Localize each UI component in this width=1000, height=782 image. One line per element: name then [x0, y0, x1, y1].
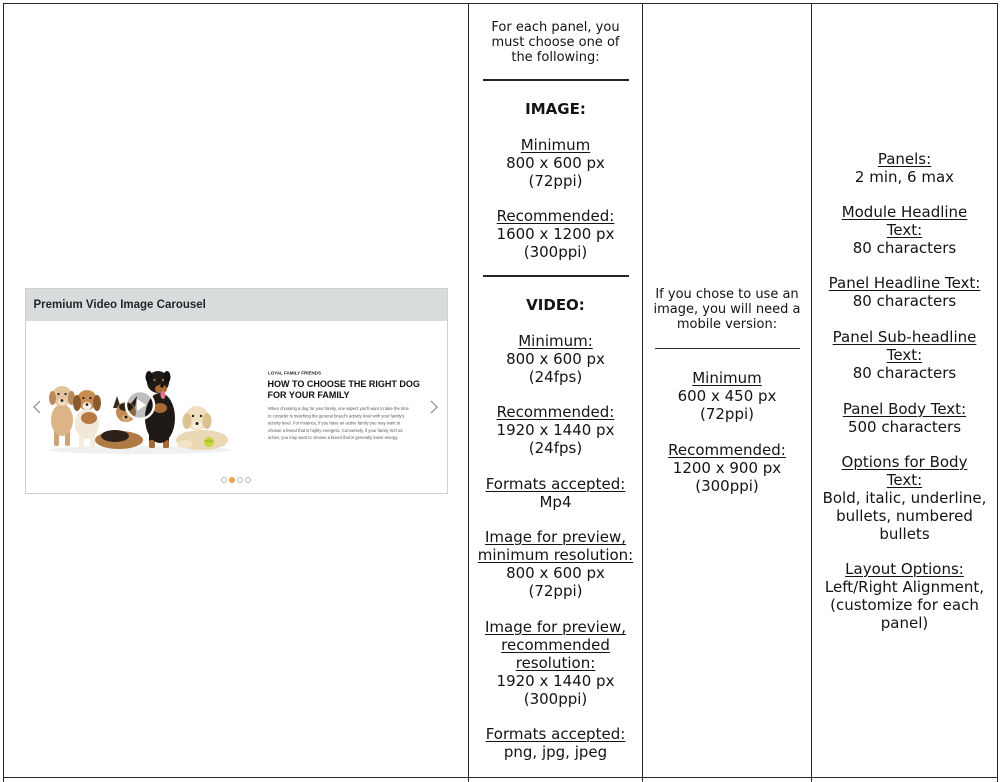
spec-size: 1200 x 900 px — [672, 458, 782, 477]
spec-detail: (300ppi) — [523, 242, 588, 261]
image-heading: IMAGE: — [525, 99, 586, 118]
carousel-dot[interactable] — [237, 477, 243, 483]
spec-label: Image for preview, — [484, 617, 627, 636]
image-recommended — [469, 207, 642, 261]
panel-headline-line: HOW TO CHOOSE THE RIGHT DOG — [267, 378, 420, 389]
intro-line: mobile version: — [676, 317, 778, 332]
spec-panel-subheadline — [812, 328, 997, 382]
carousel-pagination — [221, 477, 251, 483]
panel-body — [268, 405, 409, 441]
panel-body-line: choose a breed that is highly energetic. Conversely, if your family isn't as — [267, 427, 403, 433]
spec-value: 80 characters — [852, 363, 957, 382]
spec-label: Panel Sub-headline — [832, 327, 977, 346]
spec-label: Formats accepted: — [485, 474, 626, 493]
carousel-header — [26, 289, 447, 321]
intro-line: For each panel, you — [491, 19, 620, 35]
spec-value: 80 characters — [852, 238, 957, 257]
cell-module-preview — [3, 3, 469, 778]
panel-headline-line: FOR YOUR FAMILY — [267, 389, 350, 400]
carousel-dot[interactable] — [221, 477, 227, 483]
mobile-recommended — [643, 441, 811, 495]
spec-label: Recommended: — [496, 206, 615, 225]
spec-size: 1920 x 1440 px — [496, 420, 615, 439]
spec-detail: (24fps) — [528, 438, 583, 457]
spec-value: Left/Right Alignment, — [824, 577, 985, 596]
spec-label: resolution: — [515, 653, 596, 672]
mobile-minimum — [643, 369, 811, 423]
chevron-left-icon[interactable] — [33, 399, 41, 413]
spec-value: Bold, italic, underline, — [822, 488, 987, 507]
panel-kicker: LOYAL FAMILY FRIENDS — [267, 370, 321, 375]
spec-panel-headline — [812, 274, 997, 310]
next-row-cell — [3, 777, 469, 782]
panel-body-line: activity level. For instance, if you have an active family you may want to — [267, 420, 400, 426]
spec-label: recommended — [501, 635, 610, 654]
spec-size: 800 x 600 px — [506, 349, 605, 368]
divider — [483, 79, 629, 81]
cell-panel-media-requirements — [468, 3, 643, 778]
spec-label: Image for preview, — [484, 527, 627, 546]
spec-detail: (300ppi) — [695, 476, 759, 495]
spec-detail: (72ppi) — [528, 171, 583, 190]
spec-size: 600 x 450 px — [677, 386, 777, 405]
intro-line: If you chose to use an — [655, 287, 799, 302]
divider — [483, 275, 629, 277]
spec-value: png, jpg, jpeg — [503, 742, 608, 761]
spec-value: 80 characters — [852, 291, 957, 310]
spec-label: Panel Headline Text: — [828, 273, 981, 292]
carousel-preview — [25, 288, 448, 494]
spec-label: Panel Body Text: — [842, 399, 967, 418]
spec-label: Text: — [886, 470, 923, 489]
spec-detail: (72ppi) — [528, 581, 583, 600]
spec-size: 1920 x 1440 px — [496, 671, 615, 690]
carousel-dot[interactable] — [229, 477, 235, 483]
spec-detail: (300ppi) — [523, 689, 588, 708]
spec-label: Minimum — [692, 368, 762, 387]
panel-body-line: When choosing a dog for your family, one aspect you'll want to take the time — [267, 406, 409, 411]
spec-label: Formats accepted: — [485, 724, 626, 743]
intro-line: the following: — [511, 49, 600, 65]
video-minimum — [469, 332, 642, 386]
spec-value: panel) — [880, 613, 929, 632]
video-recommended — [469, 403, 642, 457]
spec-value: bullets — [879, 524, 930, 543]
next-row-cell — [642, 777, 812, 782]
spec-panels — [812, 150, 997, 186]
chevron-right-icon[interactable] — [430, 399, 438, 413]
cell-text-specs — [811, 3, 998, 778]
play-icon[interactable] — [124, 389, 156, 421]
spec-value: (customize for each — [830, 595, 979, 614]
spec-size: 1600 x 1200 px — [496, 224, 615, 243]
intro-line: image, you will need a — [653, 302, 801, 317]
spec-label: Module Headline — [841, 202, 968, 221]
spec-layout-options — [812, 560, 997, 632]
spec-value: Mp4 — [539, 492, 572, 511]
spec-label: Layout Options: — [845, 559, 964, 578]
spec-label: minimum resolution: — [477, 545, 634, 564]
panel-media-intro — [469, 20, 642, 65]
spec-size: 800 x 600 px — [506, 563, 605, 582]
next-row-cell — [811, 777, 998, 782]
spec-detail: (24fps) — [528, 367, 583, 386]
spec-panel-body — [812, 400, 997, 436]
image-minimum — [469, 136, 642, 190]
spec-label: Text: — [886, 220, 923, 239]
next-row-cell — [468, 777, 643, 782]
preview-formats — [469, 725, 642, 761]
spec-label: Recommended: — [496, 402, 615, 421]
panel-body-line: active, you may want to choose a breed that is generally lower energy. — [267, 435, 398, 441]
preview-minimum — [469, 528, 642, 600]
divider — [655, 348, 800, 350]
spec-label: Text: — [886, 345, 923, 364]
tennis-ball — [204, 437, 214, 447]
panel-headline — [268, 379, 420, 401]
preview-recommended — [469, 618, 642, 708]
spec-module-headline — [812, 203, 997, 257]
dog-puppy-labrador — [49, 386, 75, 446]
dog-puppy-golden — [176, 406, 228, 450]
video-formats — [469, 475, 642, 511]
cell-mobile-requirements — [642, 3, 812, 778]
spec-label: Recommended: — [668, 440, 786, 459]
spec-label: Options for Body — [841, 452, 968, 471]
spec-body-options — [812, 453, 997, 543]
mobile-intro — [643, 287, 811, 332]
spec-label: Panels: — [877, 149, 932, 168]
spec-value: 500 characters — [847, 417, 962, 436]
spec-detail: (72ppi) — [699, 404, 754, 423]
carousel-title: Premium Video Image Carousel — [33, 298, 206, 311]
spec-label: Minimum — [520, 135, 591, 154]
spec-size: 800 x 600 px — [506, 153, 605, 172]
spec-value: bullets, numbered — [836, 506, 973, 525]
carousel-dot[interactable] — [245, 477, 251, 483]
video-heading: VIDEO: — [526, 295, 585, 314]
intro-line: must choose one of — [491, 34, 620, 50]
spec-value: 2 min, 6 max — [854, 167, 955, 186]
spec-label: Minimum: — [518, 331, 593, 350]
panel-body-line: to consider is matching the general breed's activity level with your family's — [267, 413, 404, 419]
